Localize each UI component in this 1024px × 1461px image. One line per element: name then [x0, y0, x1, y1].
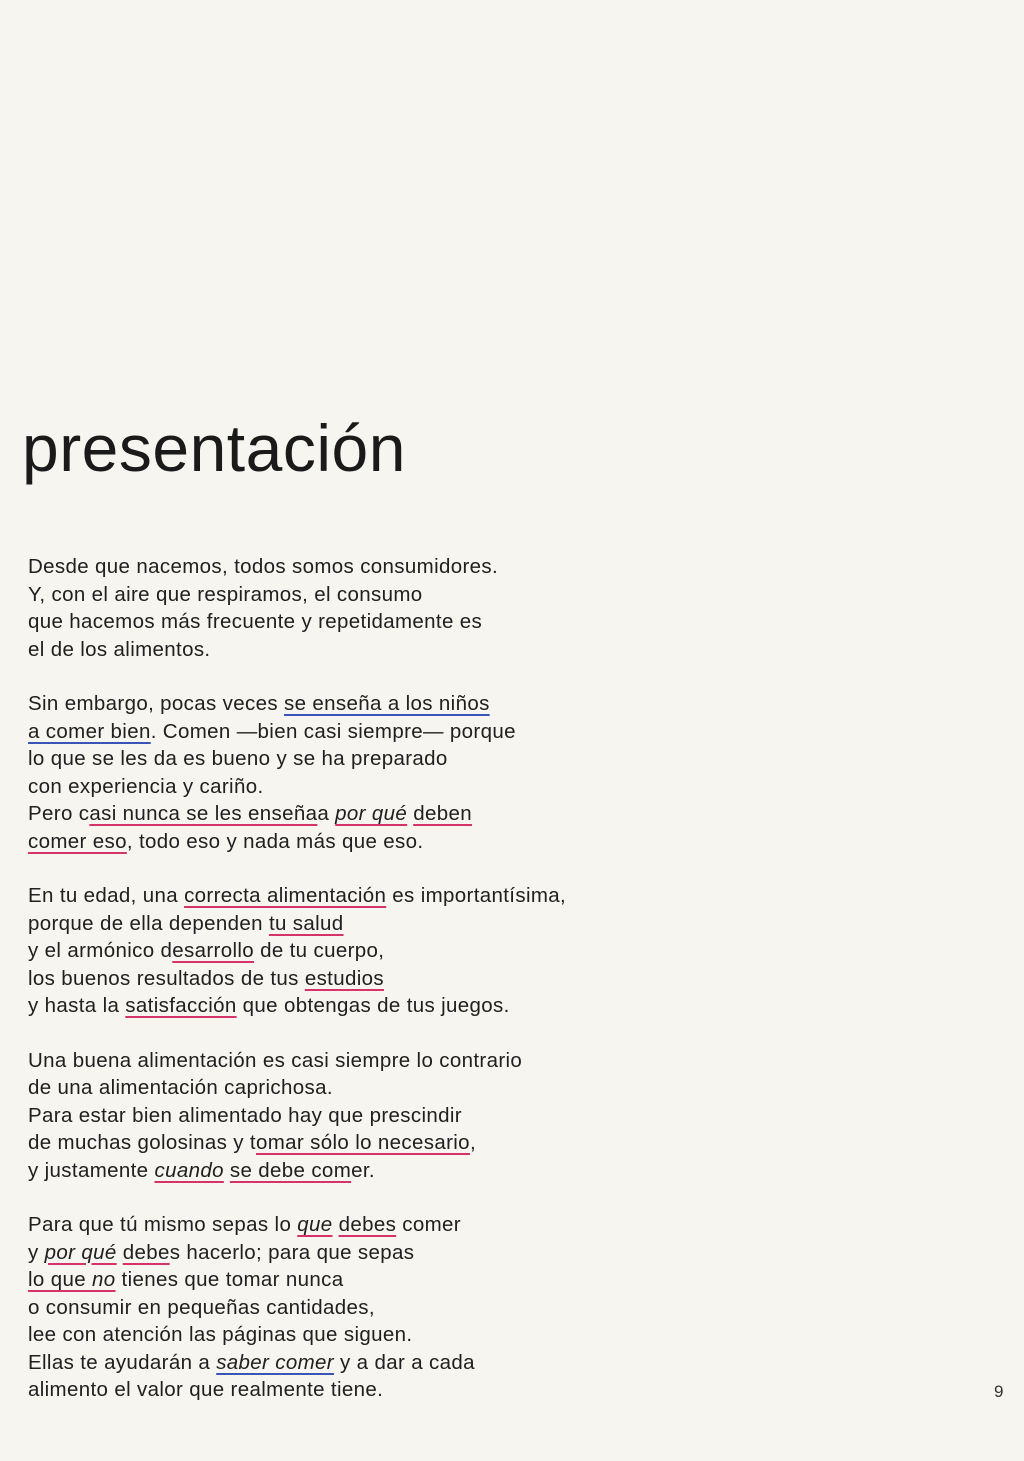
- text-segment: de muchas golosinas y t: [28, 1131, 256, 1154]
- text-segment: y: [28, 1240, 45, 1264]
- text-segment: Sin embargo, pocas veces: [28, 692, 285, 715]
- text-line: [28, 800, 668, 828]
- underlined-text: a comer bien: [28, 719, 151, 743]
- text-line: [28, 1157, 668, 1185]
- underlined-text: omar sólo lo necesario: [255, 1131, 470, 1154]
- text-segment: Una buena alimentación es casi siempre lo contrario: [28, 1048, 523, 1072]
- underlined-text: se debe com: [229, 1158, 352, 1182]
- paragraph: [28, 1047, 668, 1185]
- underlined-text: que: [297, 1213, 333, 1236]
- text-segment: el de los alimentos.: [28, 637, 211, 661]
- text-line: [28, 1294, 668, 1322]
- underlined-text: cuando: [154, 1158, 224, 1182]
- text-line: [28, 1266, 668, 1294]
- underlined-text: comer eso: [28, 829, 127, 853]
- paragraph: [28, 882, 668, 1020]
- underlined-text: deben: [413, 802, 472, 825]
- text-line: [28, 1349, 668, 1377]
- body-text: [28, 553, 668, 1431]
- text-line: [28, 608, 668, 636]
- text-segment: y el armónico d: [28, 939, 173, 962]
- text-line: [28, 1102, 668, 1130]
- underlined-text: saber comer: [216, 1350, 334, 1374]
- text-line: [28, 1129, 668, 1157]
- text-segment: a: [317, 802, 336, 825]
- text-segment: y hasta la: [28, 994, 126, 1017]
- text-segment: Para que tú mismo sepas l: [28, 1213, 280, 1236]
- text-segment: y a dar a cada: [333, 1350, 475, 1374]
- text-segment: , todo eso y nada más que eso.: [126, 829, 424, 853]
- text-segment: o consumir en pequeñas cantidades,: [28, 1295, 375, 1319]
- text-segment: lee con atención las páginas que siguen.: [28, 1323, 413, 1346]
- text-segment: Ellas te ayudarán a: [28, 1350, 217, 1374]
- underlined-text: debes: [338, 1213, 397, 1236]
- underlined-text: tu salud: [268, 911, 344, 935]
- text-segment: alimento el valor que realmente tiene.: [28, 1378, 384, 1401]
- text-line: [28, 1239, 668, 1267]
- text-line: [28, 718, 668, 746]
- text-segment: . Comen —bien casi siempre— porque: [150, 719, 516, 743]
- paragraph: [28, 553, 668, 663]
- text-segment: de una alimentación caprichosa.: [28, 1076, 333, 1099]
- text-line: [28, 828, 668, 856]
- text-line: [28, 773, 668, 801]
- text-line: [28, 1376, 668, 1404]
- text-line: [28, 1211, 668, 1239]
- text-segment: de tu cuerpo,: [254, 939, 385, 962]
- text-line: [28, 553, 668, 581]
- underlined-text: se enseña a los niños: [284, 692, 490, 715]
- underlined-text: lo que: [28, 1268, 92, 1291]
- text-line: [28, 745, 668, 773]
- text-line: [28, 882, 668, 910]
- text-segment: que hacemos más frecuente y repetidamente es: [28, 610, 483, 633]
- underlined-text: esarrollo: [172, 939, 255, 962]
- text-segment: o: [279, 1213, 298, 1236]
- text-segment: Y, con el aire que respiramos, el consumo: [28, 582, 423, 606]
- text-segment: con experiencia y cariño.: [28, 774, 264, 798]
- underlined-text: no: [92, 1268, 116, 1291]
- underlined-text: por qué: [44, 1240, 117, 1264]
- paragraph: [28, 690, 668, 855]
- text-segment: Desde que nacemos, todos somos consumidores.: [28, 555, 499, 578]
- underlined-text: correcta alimentación: [184, 884, 387, 907]
- text-line: [28, 636, 668, 664]
- page-title: presentación: [22, 411, 406, 485]
- text-line: [28, 992, 668, 1020]
- underlined-text: asi nunca se les enseña: [89, 802, 318, 825]
- text-segment: y justamente: [28, 1158, 155, 1182]
- text-segment: comer: [396, 1213, 461, 1236]
- text-line: [28, 1321, 668, 1349]
- text-segment: es importantísima,: [386, 884, 567, 907]
- page-number: 9: [994, 1382, 1004, 1401]
- text-segment: s hacerlo; para que sepas: [169, 1240, 415, 1264]
- text-line: [28, 965, 668, 993]
- underlined-text: debe: [122, 1240, 170, 1264]
- text-segment: que obtengas de tus juegos.: [236, 994, 510, 1017]
- text-line: [28, 690, 668, 718]
- text-line: [28, 1047, 668, 1075]
- underlined-text: satisfacción: [125, 994, 237, 1017]
- text-segment: tienes que tomar nunca: [115, 1268, 344, 1291]
- text-segment: los buenos resultados de tus: [28, 966, 305, 990]
- paragraph: [28, 1211, 668, 1404]
- text-line: [28, 910, 668, 938]
- text-segment: er.: [351, 1158, 375, 1182]
- text-segment: Para estar bien alimentado hay que prescindir: [28, 1103, 462, 1127]
- text-segment: lo que se les da es bueno y se ha preparado: [28, 747, 448, 770]
- text-line: [28, 937, 668, 965]
- text-line: [28, 581, 668, 609]
- text-segment: ,: [469, 1131, 476, 1154]
- text-segment: Pero c: [28, 802, 90, 825]
- text-segment: porque de ella dependen: [28, 911, 269, 935]
- underlined-text: por qué: [335, 802, 408, 825]
- text-line: [28, 1074, 668, 1102]
- underlined-text: estudios: [304, 966, 384, 990]
- text-segment: En tu edad, una: [28, 884, 185, 907]
